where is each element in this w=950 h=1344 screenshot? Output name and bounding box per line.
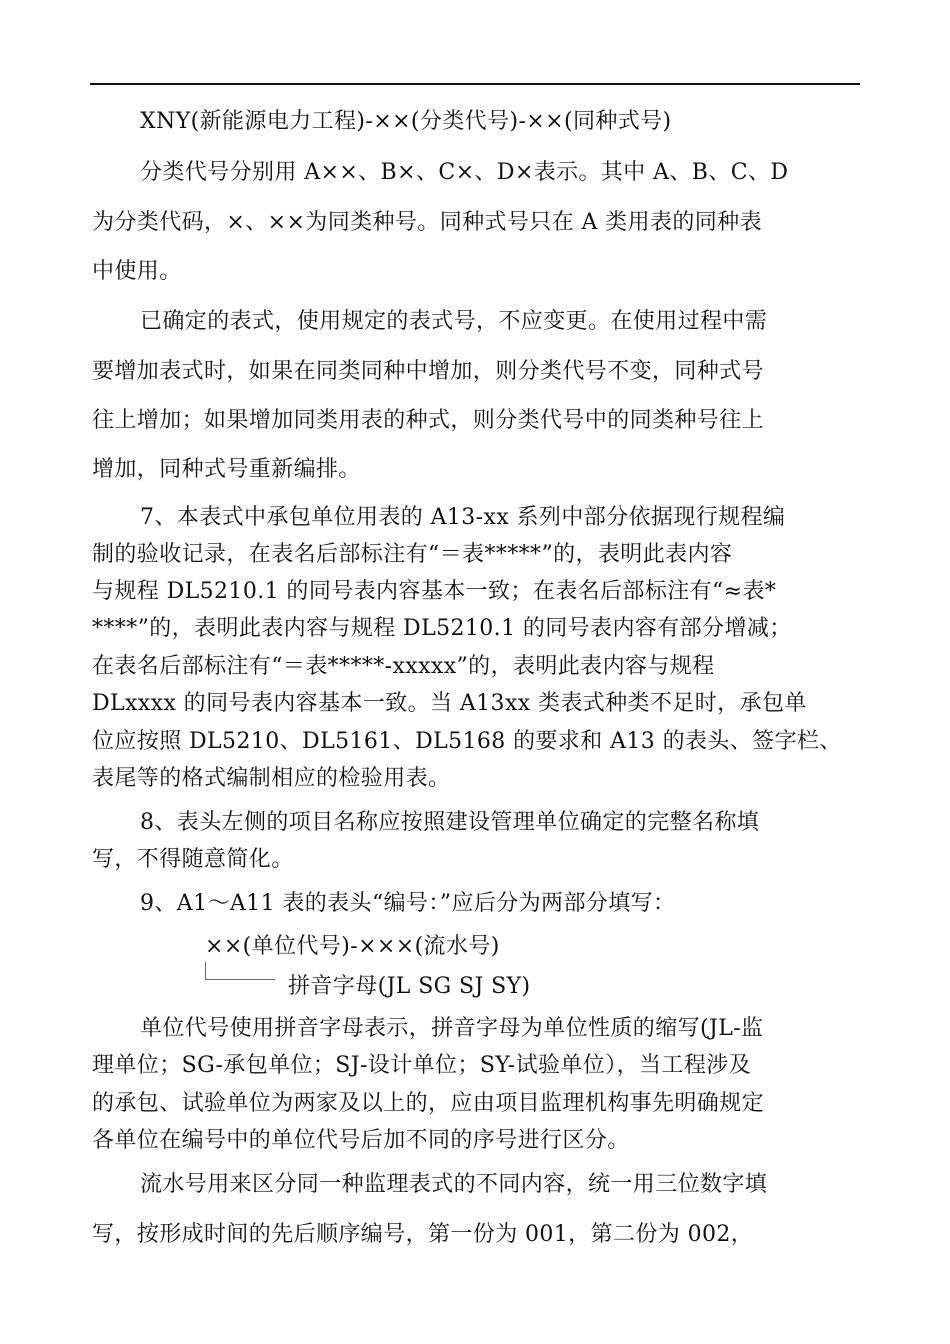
number-format-line: ××(单位代号)-×××(流水号) bbox=[205, 934, 500, 959]
paragraph-line: 表尾等的格式编制相应的检验用表。 bbox=[92, 766, 451, 791]
paragraph-line: ****”的，表明此表内容与规程 DL5210.1 的同号表内容有部分增减； bbox=[92, 616, 792, 641]
paragraph-line: 理单位；SG-承包单位；SJ-设计单位；SY-试验单位），当工程涉及 bbox=[92, 1053, 752, 1078]
paragraph-line: 为分类代码，×、××为同类种号。同种式号只在 A 类用表的同种表 bbox=[92, 210, 762, 235]
paragraph-line: 往上增加；如果增加同类用表的种式，则分类代号中的同类种号往上 bbox=[92, 408, 765, 433]
paragraph-line: 位应按照 DL5210、DL5161、DL5168 的要求和 A13 的表头、签字栏、 bbox=[92, 729, 842, 754]
paragraph-line: 制的验收记录，在表名后部标注有“＝表*****”的，表明此表内容 bbox=[92, 542, 733, 567]
code-format-line: XNY(新能源电力工程)-××(分类代号)-××(同种式号) bbox=[140, 109, 672, 134]
paragraph-line: 要增加表式时，如果在同类同种中增加，则分类代号不变，同种式号 bbox=[92, 359, 765, 384]
paragraph-line: 中使用。 bbox=[92, 259, 182, 284]
paragraph-line: 9、A1～A11 表的表头“编号：”应后分为两部分填写： bbox=[140, 891, 676, 916]
paragraph-line: 单位代号使用拼音字母表示，拼音字母为单位性质的缩写(JL-监 bbox=[140, 1016, 764, 1041]
paragraph-line: 写，按形成时间的先后顺序编号，第一份为 001，第二份为 002， bbox=[92, 1222, 754, 1247]
bracket-vertical bbox=[205, 962, 206, 980]
paragraph-line: 7、本表式中承包单位用表的 A13-xx 系列中部分依据现行规程编 bbox=[140, 505, 786, 530]
paragraph-line: 在表名后部标注有“＝表*****-xxxxx”的，表明此表内容与规程 bbox=[92, 654, 715, 679]
paragraph-line: 的承包、试验单位为两家及以上的，应由项目监理机构事先明确规定 bbox=[92, 1091, 765, 1116]
paragraph-line: 写，不得随意简化。 bbox=[92, 847, 294, 872]
bracket-horizontal bbox=[205, 979, 275, 980]
paragraph-line: 各单位在编号中的单位代号后加不同的序号进行区分。 bbox=[92, 1128, 630, 1153]
paragraph-line: 已确定的表式，使用规定的表式号，不应变更。在使用过程中需 bbox=[140, 309, 768, 334]
pinyin-note-line: 拼音字母(JL SG SJ SY) bbox=[288, 974, 531, 999]
paragraph-line: 流水号用来区分同一种监理表式的不同内容，统一用三位数字填 bbox=[140, 1172, 768, 1197]
paragraph-line: 增加，同种式号重新编排。 bbox=[92, 457, 361, 482]
paragraph-line: 分类代号分别用 A××、B×、C×、D×表示。其中 A、B、C、D bbox=[140, 160, 789, 185]
header-rule bbox=[90, 83, 860, 85]
paragraph-line: 与规程 DL5210.1 的同号表内容基本一致；在表名后部标注有“≈表* bbox=[92, 579, 777, 604]
paragraph-line: 8、表头左侧的项目名称应按照建设管理单位确定的完整名称填 bbox=[140, 810, 760, 835]
paragraph-line: DLxxxx 的同号表内容基本一致。当 A13xx 类表式种类不足时，承包单 bbox=[92, 691, 807, 716]
